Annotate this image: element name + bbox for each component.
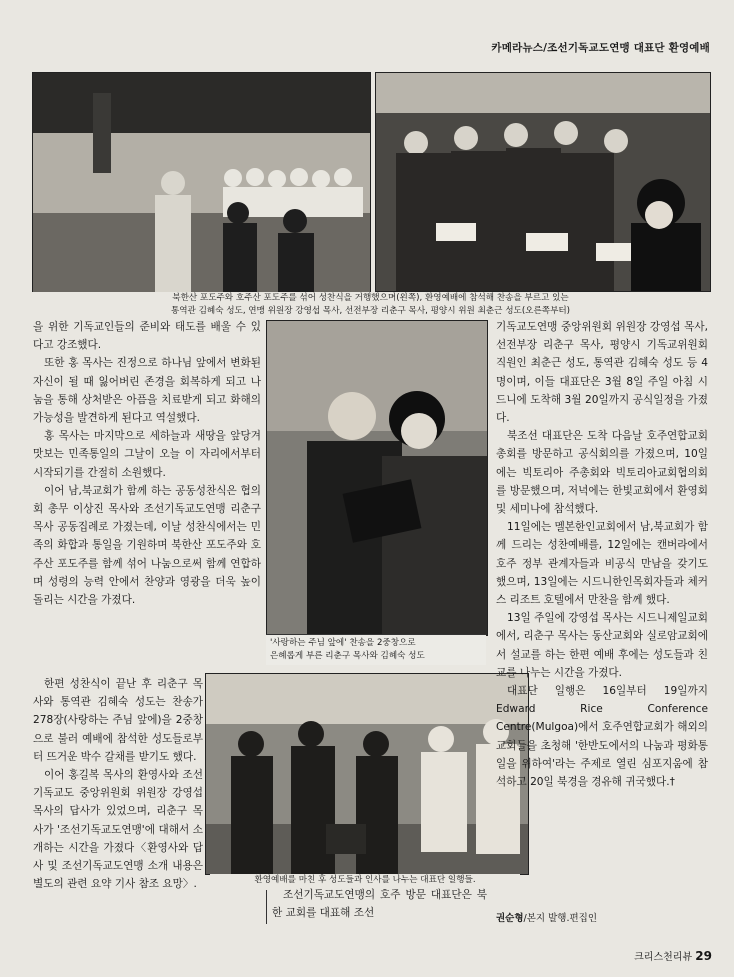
author-role: /본지 발행.편집인 bbox=[523, 913, 598, 924]
paragraph: 을 위한 기독교인들의 준비와 태도를 배울 수 있다고 강조했다. bbox=[33, 321, 261, 352]
section-header: 카메라뉴스/조선기독교도연맹 대표단 환영예배 bbox=[491, 42, 710, 54]
bottom-photo-caption: 환영예배를 마친 후 성도들과 인사를 나누는 대표단 일행들. bbox=[210, 874, 520, 887]
top-photo-caption bbox=[32, 292, 709, 318]
paragraph: 홍 목사는 마지막으로 세하늘과 새땅을 앞당겨 맛보는 민족통일의 그날이 오늘 이 자리에서부터 시작되기를 간절히 소원했다. bbox=[33, 430, 261, 479]
paragraph: 한편 성찬식이 끝난 후 리춘구 목사와 통역관 김혜숙 성도는 찬송가 278장(사랑하는 주님 앞에)을 2중창으로 불러 예배에 참석한 성도들로부터 뜨거운 박수 갈채를 받기도 했다. bbox=[33, 678, 203, 763]
caption-line: 북한산 포도주와 호주산 포도주를 섞어 성찬식을 거행했으며(왼쪽), 환영예배에 참석해 찬송을 부르고 있는 bbox=[172, 293, 569, 303]
column-1-lower bbox=[33, 675, 203, 920]
column-divider bbox=[266, 890, 267, 924]
paragraph: 조선기독교도연맹의 호주 방문 대표단은 북한 교회를 대표해 조선 bbox=[272, 889, 487, 920]
paragraph: 이어 남,북교회가 함께 하는 공동성찬식은 협의회 총무 이상진 목사와 조선기독교도연맹 리춘구 목사 공동집례로 가졌는데, 이날 성찬식에서는 민족의 화합과 통일을 기원하며 북한산 포도주와 호주산 포도주를 함께 섞어 나눔으로써 함께 연합하며 성령의 능력 안에서 찬양과 영광을 더욱 높이 돌리는 시간을 가졌다. bbox=[33, 484, 261, 607]
middle-photo-caption bbox=[266, 634, 486, 665]
author-name: 권순형 bbox=[496, 913, 524, 924]
column-2-box bbox=[272, 886, 487, 926]
author-byline bbox=[496, 910, 597, 924]
paragraph: 기독교도연맹 중앙위원회 위원장 강영섭 목사, 선전부장 리춘구 목사, 평양시 기독교위원회 직원인 최춘근 성도, 통역관 김혜숙 성도 등 4명이며, 이들 대표단은 3월 8일 주일 아침 시드니에 도착해 3월 20일까지 공식일정을 가졌다. bbox=[496, 321, 708, 425]
column-3 bbox=[496, 318, 708, 898]
caption-line: 통역관 김혜숙 성도, 연맹 위원장 강영섭 목사, 선전부장 리춘구 목사, 평양시 위원 최춘근 성도(오른쪽부터) bbox=[170, 306, 571, 316]
paragraph: 13일 주일에 강영섭 목사는 시드니제일교회에서, 리춘구 목사는 동산교회와 실로암교회에서 설교를 하는 한편 예배 후에는 성도들과 친교를 나누는 시간을 가졌다. bbox=[496, 612, 708, 679]
column-1-upper bbox=[33, 318, 261, 674]
page-number: 29 bbox=[695, 949, 712, 963]
paragraph: 북조선 대표단은 도착 다음날 호주연합교회 총회를 방문하고 공식회의를 가졌으며, 10일에는 빅토리아 주총회와 빅토리아교회협의회를 방문했으며, 저녁에는 한빛교회에서 환영회 및 세미나에 참석했다. bbox=[496, 430, 708, 516]
paragraph: 11일에는 멜본한인교회에서 남,북교회가 함께 드리는 성찬예배를, 12일에는 캔버라에서 호주 정부 관계자들과 비공식 만남을 갖기도 했으며, 13일에는 시드니한인목회자들과 체커스 리조트 호텔에서 만찬을 함께 했다. bbox=[496, 521, 708, 607]
paragraph: 대표단 일행은 16일부터 19일까지 Edward Rice Conference Centre(Mulgoa)에서 호주연합교회가 해외의 교회들을 초청해 '한반도에서의 나눔과 평화통일을 위하여'라는 주제로 열린 심포지움에 참석하고 20일 북경을 경유해 귀국했다.† bbox=[496, 685, 708, 789]
paragraph: 또한 홍 목사는 진정으로 하나님 앞에서 변화된 자신이 될 때 잃어버린 존경을 회복하게 되고 나눔을 통해 상처받은 아픔을 치료받게 되고 화해의 가능성을 발견하게 된다고 역설했다. bbox=[33, 357, 261, 425]
caption-line: '사랑하는 주님 앞에' 찬송을 2중창으로 bbox=[270, 638, 416, 648]
caption-line: 은혜롭게 부른 리춘구 목사와 김혜숙 성도 bbox=[270, 651, 425, 661]
photo-greeting bbox=[205, 673, 529, 875]
paragraph: 이어 홍길복 목사의 환영사와 조선기독교도 중앙위원회 위원장 강영섭 목사의 답사가 있었으며, 리춘구 목사가 '조선기독교도연맹'에 대해서 소개하는 시간을 가졌다〈환영사와 답사 및 조선기독교도연맹 소개 내용은 별도의 관련 요약 기사 참조 요망〉. bbox=[33, 769, 203, 891]
photo-delegation-singing bbox=[375, 72, 711, 292]
photo-communion bbox=[32, 72, 371, 294]
magazine-name: 크리스천리뷰 bbox=[634, 952, 693, 963]
page-footer bbox=[634, 948, 712, 963]
photo-duet bbox=[266, 320, 488, 636]
